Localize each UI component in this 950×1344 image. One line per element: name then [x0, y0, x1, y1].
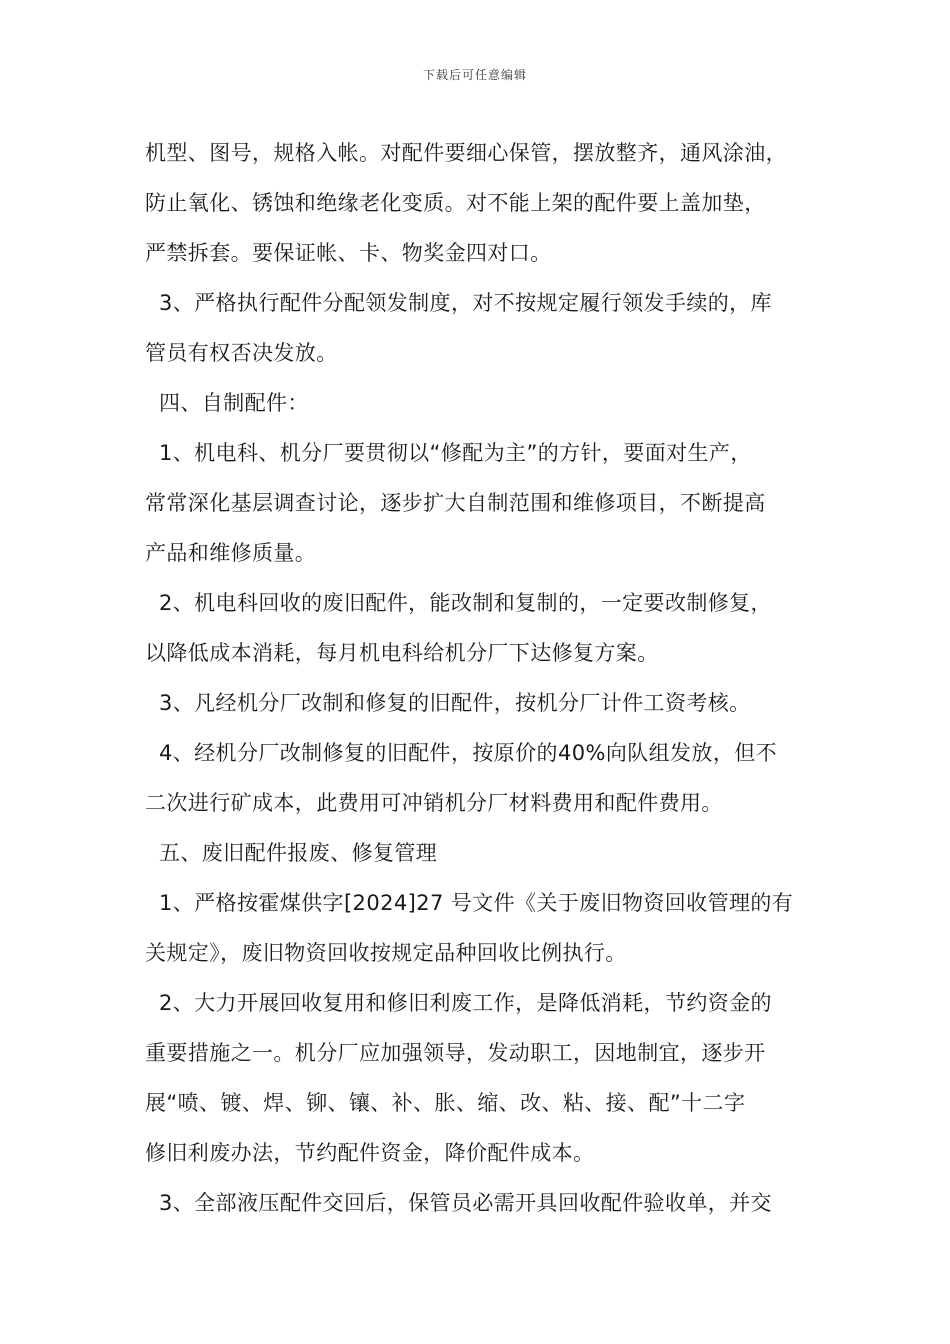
text-line: 机型、图号，规格入帐。对配件要细心保管，摆放整齐，通风涂油，: [145, 141, 787, 165]
text-line: 1、严格按霍煤供字[2024]27 号文件《关于废旧物资回收管理的有: [159, 891, 794, 915]
text-line: 常常深化基层调查讨论，逐步扩大自制范围和维修项目，不断提高: [145, 491, 766, 515]
text-line: 关规定》，废旧物资回收按规定品种回收比例执行。: [145, 941, 627, 965]
text-line: 1、机电科、机分厂要贯彻以“修配为主”的方针，要面对生产，: [159, 441, 752, 465]
text-line: 4、经机分厂改制修复的旧配件，按原价的40%向队组发放，但不: [159, 741, 778, 765]
text-line: 五、废旧配件报废、修复管理: [159, 841, 438, 865]
text-line: 严禁拆套。要保证帐、卡、物奖金四对口。: [145, 241, 552, 265]
text-line: 3、全部液压配件交回后，保管员必需开具回收配件验收单，并交: [159, 1191, 772, 1215]
text-line: 2、机电科回收的废旧配件，能改制和复制的，一定要改制修复，: [159, 591, 772, 615]
text-line: 管员有权否决发放。: [145, 341, 338, 365]
text-line: 3、严格执行配件分配领发制度，对不按规定履行领发手续的，库: [159, 291, 772, 315]
text-line: 重要措施之一。机分厂应加强领导，发动职工，因地制宜，逐步开: [145, 1041, 766, 1065]
document-body: [145, 128, 815, 1228]
text-line: 3、凡经机分厂改制和修复的旧配件，按机分厂计件工资考核。: [159, 691, 751, 715]
text-line: 二次进行矿成本，此费用可冲销机分厂材料费用和配件费用。: [145, 791, 723, 815]
text-line: 2、大力开展回收复用和修旧利废工作，是降低消耗，节约资金的: [159, 991, 772, 1015]
text-line: 产品和维修质量。: [145, 541, 317, 565]
text-line: 防止氧化、锈蚀和绝缘老化变质。对不能上架的配件要上盖加垫，: [145, 191, 766, 215]
text-line: 以降低成本消耗，每月机电科给机分厂下达修复方案。: [145, 641, 659, 665]
text-line: 展“喷、镀、焊、铆、镶、补、胀、缩、改、粘、接、配”十二字: [145, 1091, 746, 1115]
text-line: 四、自制配件：: [159, 391, 309, 415]
text-line: 修旧利废办法，节约配件资金，降价配件成本。: [145, 1141, 595, 1165]
header-note: 下载后可任意编辑: [422, 68, 527, 82]
